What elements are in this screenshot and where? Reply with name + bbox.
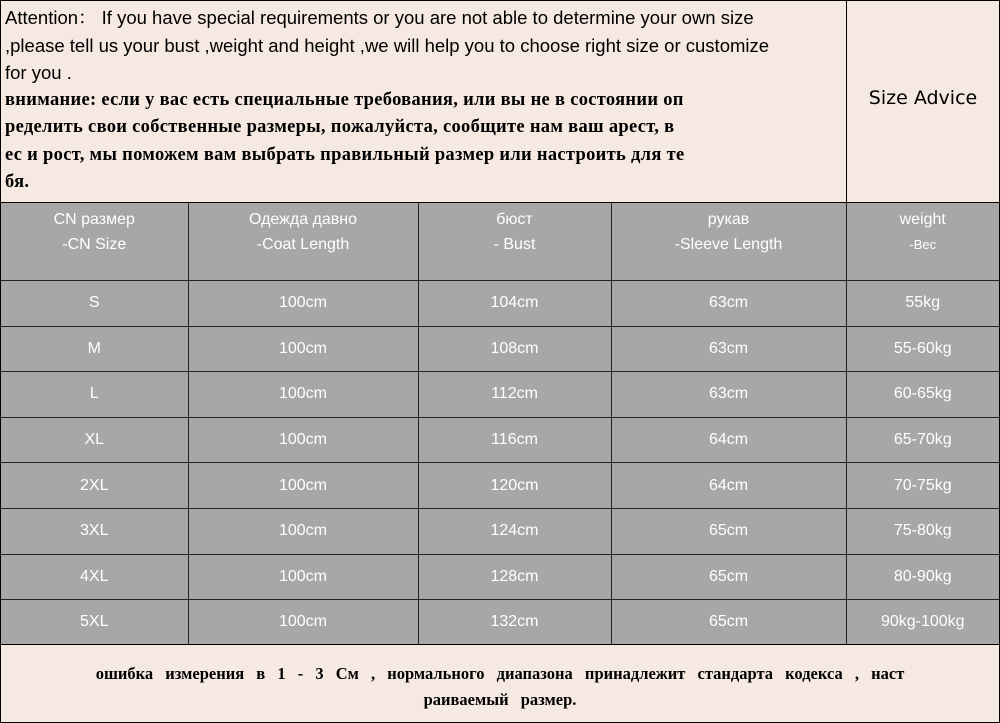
table-cell: 90kg-100kg xyxy=(846,600,999,646)
header-label-ru: бюст xyxy=(496,211,533,228)
table-cell: 55kg xyxy=(846,281,999,327)
table-cell: 65cm xyxy=(611,554,846,600)
table-cell: 3XL xyxy=(1,508,188,554)
table-cell: 100cm xyxy=(188,508,418,554)
table-cell: 75-80kg xyxy=(846,508,999,554)
table-row xyxy=(1,600,999,646)
table-cell: 5XL xyxy=(1,600,188,646)
table-cell: 60-65kg xyxy=(846,372,999,418)
size-advice-label: Size Advice xyxy=(846,1,999,202)
table-row xyxy=(1,554,999,600)
table-cell: 128cm xyxy=(418,554,611,600)
table-cell: 63cm xyxy=(611,372,846,418)
header-label-ru: рукав xyxy=(707,211,750,228)
header-label-en: weight xyxy=(899,211,946,228)
table-cell: 124cm xyxy=(418,508,611,554)
header-label-ru: CN размер xyxy=(53,211,135,228)
table-cell: 120cm xyxy=(418,463,611,509)
table-cell: 64cm xyxy=(611,417,846,463)
table-row xyxy=(1,417,999,463)
table-cell: XL xyxy=(1,417,188,463)
notice-text xyxy=(5,4,841,200)
notice-russian-line: ес и рост, мы поможем вам выбрать правильный размер или настроить для те xyxy=(5,144,685,165)
notice-english-line: Attention： If you have special requirements or you are not able to determine your own size xyxy=(5,7,754,28)
table-cell: 65-70kg xyxy=(846,417,999,463)
table-cell: 104cm xyxy=(418,281,611,327)
table-row xyxy=(1,508,999,554)
table-header-row xyxy=(1,203,999,281)
table-cell: 100cm xyxy=(188,372,418,418)
notice-english-line: ,please tell us your bust ,weight and height ,we will help you to choose right size or customize xyxy=(5,34,770,56)
table-cell: 63cm xyxy=(611,281,846,327)
table-cell: 112cm xyxy=(418,372,611,418)
size-table xyxy=(1,203,999,646)
table-cell: 4XL xyxy=(1,554,188,600)
notice-section xyxy=(1,1,999,203)
notice-russian-line: ределить свои собственные размеры, пожалуйста, сообщите нам ваш арест, в xyxy=(5,117,675,137)
table-cell: 63cm xyxy=(611,326,846,372)
note-line: раиваемый размер. xyxy=(423,690,577,709)
notice-english-line: for you . xyxy=(5,62,72,83)
table-cell: 100cm xyxy=(188,326,418,372)
table-cell: 100cm xyxy=(188,463,418,509)
header-cell xyxy=(188,203,418,281)
table-cell: L xyxy=(1,372,188,418)
header-label-ru: Одежда давно xyxy=(249,211,357,228)
table-cell: 100cm xyxy=(188,417,418,463)
table-row xyxy=(1,372,999,418)
notice-russian-line: бя. xyxy=(5,172,30,192)
table-cell: 70-75kg xyxy=(846,463,999,509)
header-cell xyxy=(418,203,611,281)
table-row xyxy=(1,463,999,509)
table-row xyxy=(1,281,999,327)
table-cell: 108cm xyxy=(418,326,611,372)
note-line: ошибка измерения в 1 - 3 См , нормального диапазона принадлежит стандарта кодекса , наст xyxy=(95,664,905,683)
notice-russian-line: внимание: если у вас есть специальные требования, или вы не в состоянии оп xyxy=(5,89,684,110)
header-label-en: -Coat Length xyxy=(256,236,350,253)
header-label-en: - Bust xyxy=(493,236,536,253)
table-cell: 100cm xyxy=(188,600,418,646)
table-cell: 65cm xyxy=(611,508,846,554)
table-cell: 100cm xyxy=(188,554,418,600)
table-cell: M xyxy=(1,326,188,372)
table-cell: S xyxy=(1,281,188,327)
header-label-en: -CN Size xyxy=(62,236,127,253)
table-cell: 64cm xyxy=(611,463,846,509)
header-cell xyxy=(846,203,999,281)
header-label-ru: -Вес xyxy=(909,237,937,252)
header-cell xyxy=(611,203,846,281)
measurement-note xyxy=(1,644,999,722)
table-cell: 2XL xyxy=(1,463,188,509)
table-row xyxy=(1,326,999,372)
header-cell xyxy=(1,203,188,281)
table-cell: 100cm xyxy=(188,281,418,327)
table-cell: 132cm xyxy=(418,600,611,646)
table-cell: 65cm xyxy=(611,600,846,646)
table-cell: 116cm xyxy=(418,417,611,463)
header-label-en: -Sleeve Length xyxy=(674,236,783,253)
table-cell: 55-60kg xyxy=(846,326,999,372)
table-cell: 80-90kg xyxy=(846,554,999,600)
